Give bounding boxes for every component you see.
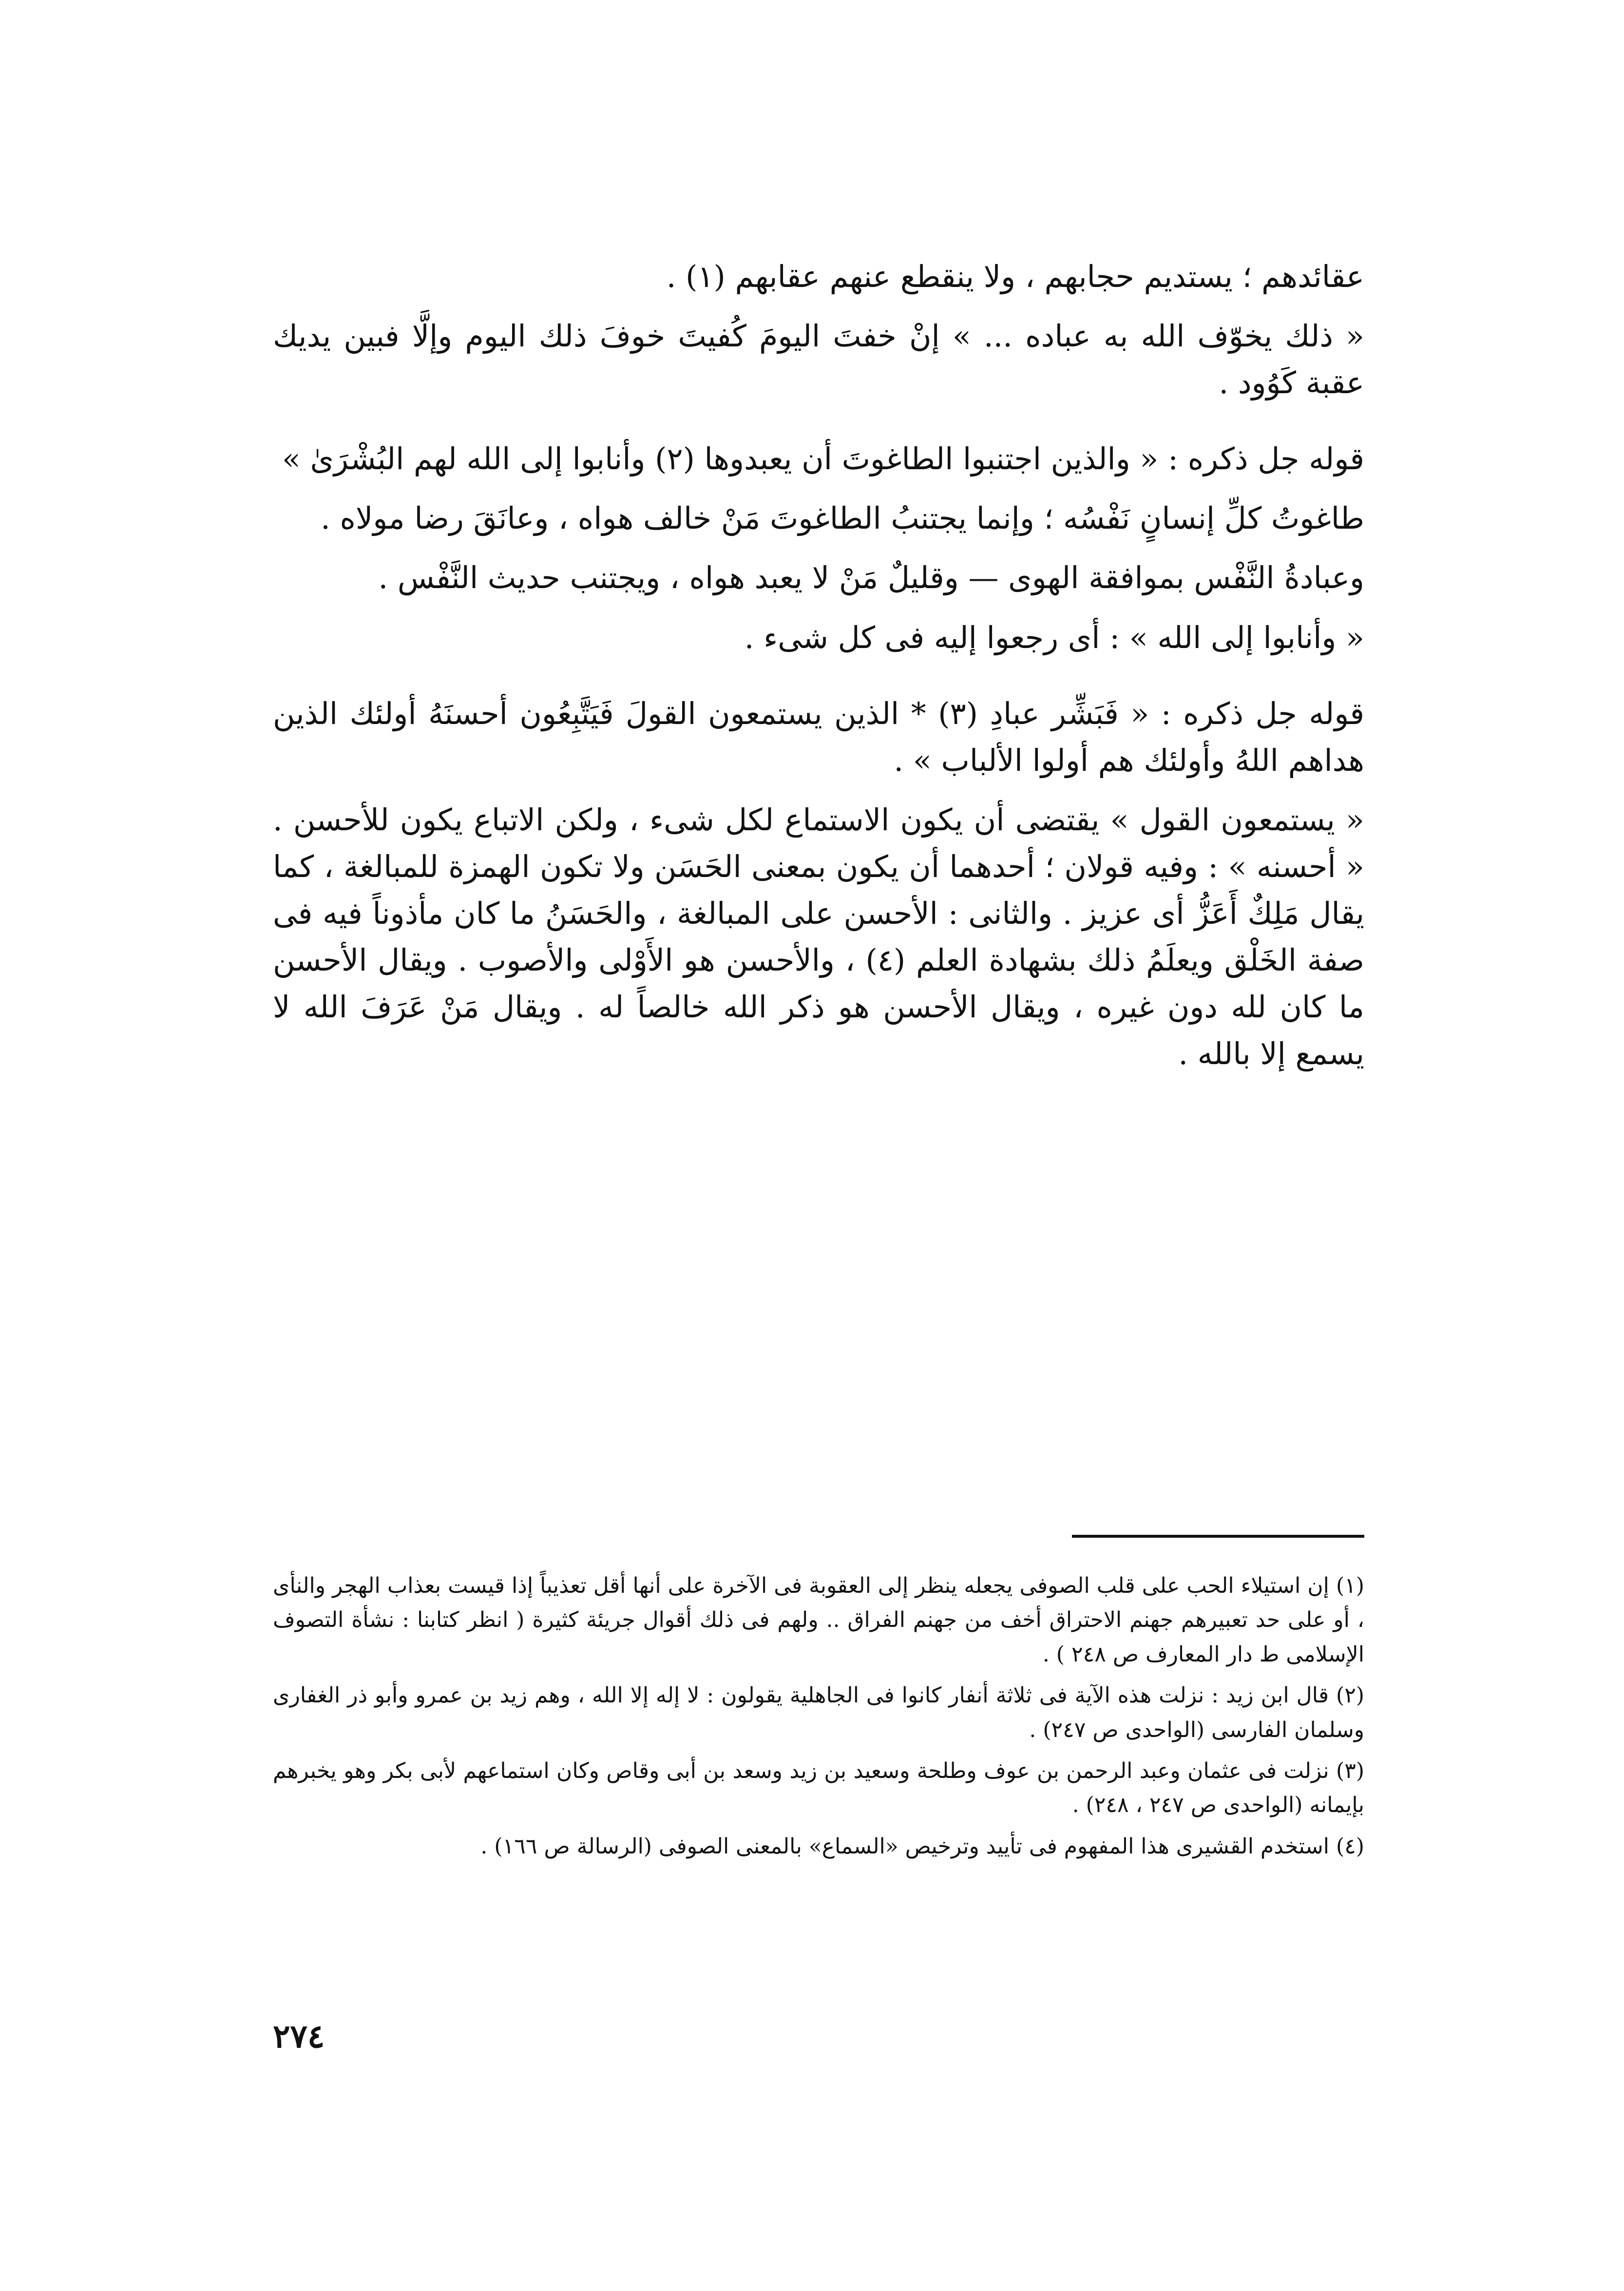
verse-heading-2: قوله جل ذكره : « فَبَشِّر عبادِ (٣) * الذين يستمعون القولَ فَيَتَّبِعُون أحسنَهُ أولئك الذين هداهم اللهُ وأولئك هم أولوا الألباب » . xyxy=(273,695,1364,778)
footnote-1: (١) إن استيلاء الحب على قلب الصوفى يجعله ينظر إلى العقوبة فى الآخرة على أنها أقل تعذيباً إذا قيست بعذاب الهجر والنأى ، أو على حد تعبيرهم جهنم الاحتراق أخف من جهنم الفراق .. ولهم فى ذلك أقوال جريئة كثيرة ( انظر كتابنا : نشأة التصوف الإسلامى ط دار المعارف ص ٢٤٨ ) . xyxy=(273,1573,1365,1667)
footnote-divider xyxy=(1072,1535,1364,1538)
paragraph-5: وعبادةُ النَّفْس بموافقة الهوى — وقليلٌ مَنْ لا يعبد هواه ، ويجتنب حديث النَّفْس . xyxy=(378,560,1364,596)
verse-heading-1: قوله جل ذكره : « والذين اجتنبوا الطاغوتَ أن يعبدوها (٢) وأنابوا إلى الله لهم البُشْرَىٰ » xyxy=(282,441,1364,477)
paragraph-2: « ذلك يخوّف الله به عباده ... » إنْ خفتَ اليومَ كُفيتَ خوفَ ذلك اليوم وإلَّا فبين يديك عقبة كَوُود . xyxy=(273,318,1364,401)
page-number: ٢٧٤ xyxy=(273,2017,325,2055)
footnote-3: (٣) نزلت فى عثمان وعبد الرحمن بن عوف وطلحة وسعيد بن زيد وسعد بن أبى وقاص وكان استماعهم لأبى بكر وهو يخبرهم بإيمانه (الواحدى ص ٢٤٧ ، ٢٤٨) . xyxy=(273,1758,1364,1818)
paragraph-1: عقائدهم ؛ يستديم حجابهم ، ولا ينقطع عنهم عقابهم (١) . xyxy=(666,259,1364,294)
paragraph-4: طاغوتُ كلِّ إنسانٍ نَفْسُه ؛ وإنما يجتنبُ الطاغوتَ مَنْ خالف هواه ، وعانَقَ رضا مولاه . xyxy=(321,500,1364,536)
footnote-2: (٢) قال ابن زيد : نزلت هذه الآية فى ثلاثة أنفار كانوا فى الجاهلية يقولون : لا إله إلا الله ، وهم زيد بن عمرو وأبو ذر الغفارى وسلمان الفارسى (الواحدى ص ٢٤٧) . xyxy=(273,1683,1364,1742)
paragraph-6: « وأنابوا إلى الله » : أى رجعوا إليه فى كل شىء . xyxy=(744,619,1364,655)
main-text xyxy=(273,253,1364,1090)
footnote-4: (٤) استخدم القشيرى هذا المفهوم فى تأييد وترخيص «السماع» بالمعنى الصوفى (الرسالة ص ١٦٦) . xyxy=(480,1833,1364,1859)
footnotes xyxy=(273,1569,1364,1871)
paragraph-8: « يستمعون القول » يقتضى أن يكون الاستماع لكل شىء ، ولكن الاتباع يكون للأحسن . « أحسنه » : وفيه قولان ؛ أحدهما أن يكون بمعنى الحَسَن ولا تكون الهمزة للمبالغة ، كما يقال مَلِكٌ أَعَزُّ أى عزيز . والثانى : الأحسن على المبالغة ، والحَسَنُ ما كان مأذوناً فيه فى صفة الخَلْق ويعلَمُ ذلك بشهادة العلم (٤) ، والأحسن هو الأَوْلى والأصوب . ويقال الأحسن ما كان لله دون غيره ، ويقال الأحسن هو ذكر الله خالصاً له . ويقال مَنْ عَرَفَ الله لا يسمع إلا بالله . xyxy=(273,802,1364,1072)
